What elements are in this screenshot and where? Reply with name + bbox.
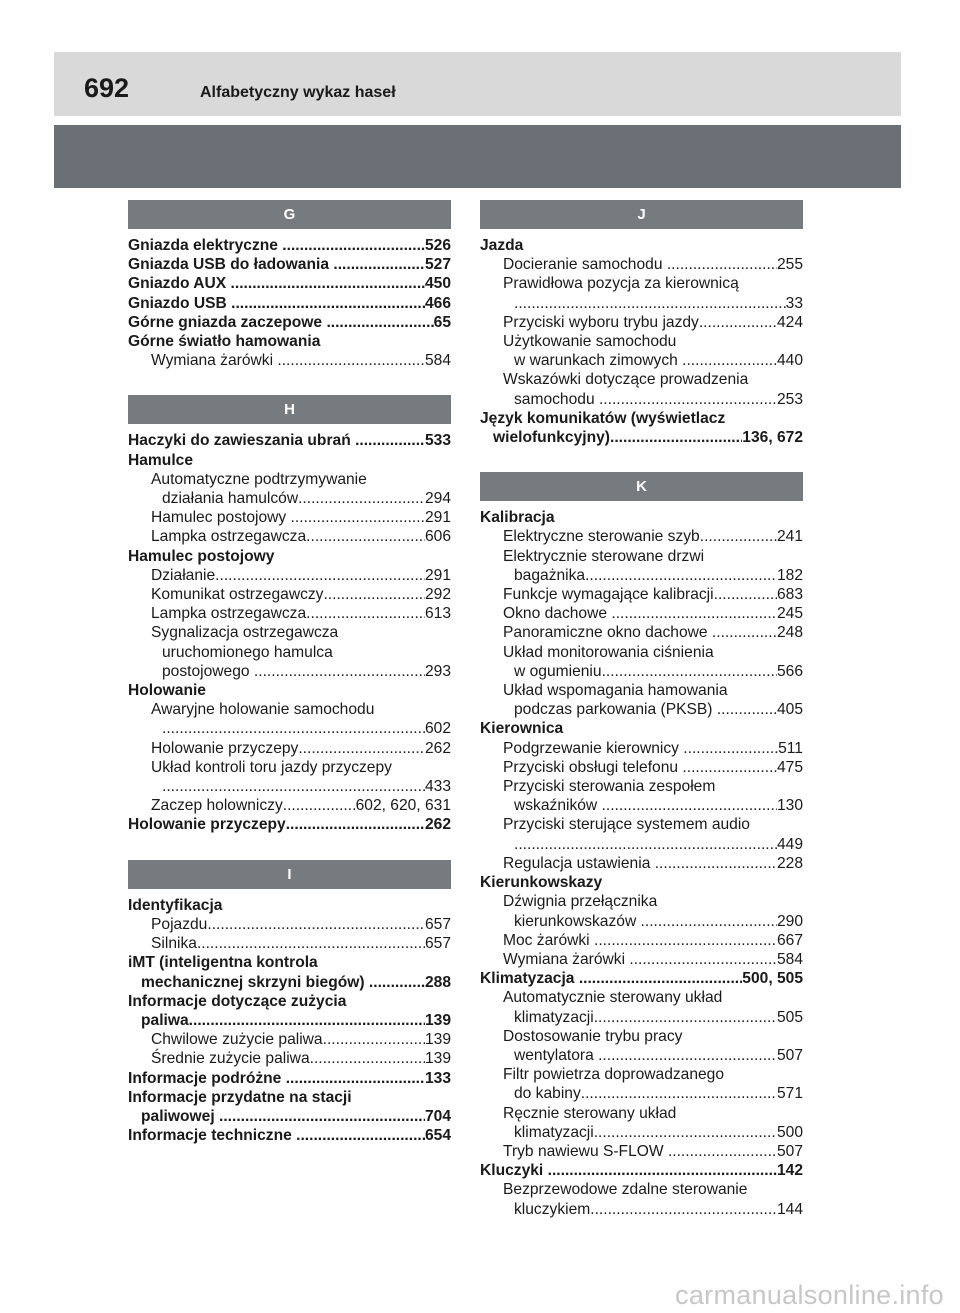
index-subentry: wskaźników ..... 130: [480, 796, 803, 815]
index-entry: Kierunkowskazy: [480, 874, 603, 892]
section-letter-j: J: [480, 200, 803, 229]
index-subentry: Zaczep holowniczy ..... 602, 620, 631: [128, 796, 451, 815]
index-subentry: Bezprzewodowe zdalne sterowanie: [503, 1181, 748, 1199]
index-entry-continued: paliwa ..... 139: [128, 1011, 451, 1030]
index-subentry: Komunikat ostrzegawczy ..... 292: [128, 585, 451, 604]
index-entry: Kierownica: [480, 720, 564, 738]
index-subentry: Przyciski sterowania zespołem: [503, 778, 716, 796]
index-entry: Gniazda USB do ładowania ..... 527: [128, 255, 451, 274]
index-subentry: Układ wspomagania hamowania: [503, 682, 728, 700]
index-subentry: Lampka ostrzegawcza ..... 606: [128, 527, 451, 546]
index-entry: Kalibracja: [480, 509, 555, 527]
index-subentry: do kabiny ..... 571: [480, 1084, 803, 1103]
index-subentry: Wymiana żarówki ..... 584: [128, 351, 451, 370]
index-subentry: Dźwignia przełącznika: [503, 893, 658, 911]
index-entry: Informacje przydatne na stacji: [128, 1088, 352, 1106]
index-subentry: Tryb nawiewu S-FLOW ..... 507: [480, 1142, 803, 1161]
index-entry: Gniazdo AUX ..... 450: [128, 274, 451, 293]
index-entry: Informacje techniczne ..... 654: [128, 1126, 451, 1145]
index-subentry: ..... 449: [480, 835, 803, 854]
index-entry: Górne gniazda zaczepowe ..... 65: [128, 313, 451, 332]
index-entry: Hamulce: [128, 451, 194, 469]
index-entry: Identyfikacja: [128, 896, 223, 914]
index-column-right: [480, 200, 803, 1219]
watermark: carmanualsonline.info: [675, 1280, 944, 1310]
index-subentry: Regulacja ustawienia ..... 228: [480, 854, 803, 873]
section-letter-h: H: [128, 395, 451, 424]
index-subentry: Dostosowanie trybu pracy: [503, 1027, 683, 1045]
index-entry: Górne światło hamowania: [128, 333, 321, 351]
index-subentry: Wskazówki dotyczące prowadzenia: [503, 371, 749, 389]
index-subentry: klimatyzacji ..... 505: [480, 1008, 803, 1027]
index-entry-continued: mechanicznej skrzyni biegów) ..... 288: [128, 973, 451, 992]
index-entry: Język komunikatów (wyświetlacz: [480, 409, 726, 427]
index-subentry: postojowego ..... 293: [128, 662, 451, 681]
index-entry: Kluczyki ..... 142: [480, 1161, 803, 1180]
index-entry: Gniazda elektryczne ..... 526: [128, 236, 451, 255]
page-number: 692: [84, 73, 130, 103]
index-subentry: Sygnalizacja ostrzegawcza: [151, 624, 339, 642]
index-subentry: klimatyzacji ..... 500: [480, 1123, 803, 1142]
index-entry: Klimatyzacja ..... 500, 505: [480, 969, 803, 988]
index-entry: Jazda: [480, 237, 524, 254]
index-entry: Gniazdo USB ..... 466: [128, 294, 451, 313]
index-subentry: Układ monitorowania ciśnienia: [503, 643, 714, 661]
index-subentry: Użytkowanie samochodu: [503, 333, 677, 351]
index-subentry: Panoramiczne okno dachowe ..... 248: [480, 623, 803, 642]
index-entry-continued: paliwowej ..... 704: [128, 1107, 451, 1126]
index-subentry: Średnie zużycie paliwa ..... 139: [128, 1049, 451, 1068]
index-entry: Haczyki do zawieszania ubrań ..... 533: [128, 431, 451, 450]
index-entry: Informacje podróżne ..... 133: [128, 1069, 451, 1088]
index-entry: iMT (inteligentna kontrola: [128, 954, 318, 972]
index-subentry: Filtr powietrza doprowadzanego: [503, 1066, 725, 1084]
index-entry: Holowanie przyczepy ..... 262: [128, 815, 451, 834]
index-subentry: Holowanie przyczepy ..... 262: [128, 739, 451, 758]
index-subentry: Funkcje wymagające kalibracji ..... 683: [480, 585, 803, 604]
index-column-left: [128, 200, 451, 1145]
index-subentry: Ręcznie sterowany układ: [503, 1104, 677, 1122]
index-subentry: Działanie ..... 291: [128, 566, 451, 585]
index-subentry: Elektryczne sterowanie szyb ..... 241: [480, 527, 803, 546]
index-subentry: Docieranie samochodu ..... 255: [480, 255, 803, 274]
index-subentry: wentylatora ..... 507: [480, 1046, 803, 1065]
index-subentry: samochodu ..... 253: [480, 390, 803, 409]
index-entry: Hamulec postojowy: [128, 547, 275, 565]
index-subentry: Moc żarówki ..... 667: [480, 931, 803, 950]
index-subentry: Przyciski obsługi telefonu ..... 475: [480, 758, 803, 777]
index-subentry: podczas parkowania (PKSB) ..... 405: [480, 700, 803, 719]
index-subentry: bagażnika ..... 182: [480, 566, 803, 585]
index-subentry: w warunkach zimowych ..... 440: [480, 351, 803, 370]
index-subentry: Hamulec postojowy ..... 291: [128, 508, 451, 527]
index-subentry: ..... 433: [128, 777, 451, 796]
index-subentry: Prawidłowa pozycja za kierownicą: [503, 275, 739, 293]
index-subentry: kierunkowskazów ..... 290: [480, 912, 803, 931]
page-title: Alfabetyczny wykaz haseł: [200, 84, 396, 101]
index-subentry: ..... 33: [480, 294, 803, 313]
section-letter-g: G: [128, 200, 451, 229]
index-subentry: ..... 602: [128, 719, 451, 738]
index-entry: Holowanie: [128, 682, 206, 700]
index-subentry: Automatycznie sterowany układ: [503, 989, 723, 1007]
index-entry: Informacje dotyczące zużycia: [128, 992, 347, 1010]
index-subentry: Układ kontroli toru jazdy przyczepy: [151, 758, 392, 776]
index-subentry: Chwilowe zużycie paliwa ..... 139: [128, 1030, 451, 1049]
section-banner: [54, 125, 901, 188]
index-subentry: w ogumieniu ..... 566: [480, 662, 803, 681]
index-subentry: Podgrzewanie kierownicy ..... 511: [480, 739, 803, 758]
index-subentry: Okno dachowe ..... 245: [480, 604, 803, 623]
index-subentry: Automatyczne podtrzymywanie: [151, 470, 367, 488]
section-letter-i: I: [128, 860, 451, 889]
index-subentry: Wymiana żarówki ..... 584: [480, 950, 803, 969]
index-subentry: uruchomionego hamulca: [162, 643, 333, 661]
index-subentry: Silnika ..... 657: [128, 934, 451, 953]
index-subentry: Pojazdu ..... 657: [128, 915, 451, 934]
index-subentry: Przyciski wyboru trybu jazdy ..... 424: [480, 313, 803, 332]
index-subentry: Awaryjne holowanie samochodu: [151, 701, 375, 719]
index-subentry: kluczykiem ..... 144: [480, 1200, 803, 1219]
index-subentry: Elektrycznie sterowane drzwi: [503, 547, 705, 565]
index-subentry: Przyciski sterujące systemem audio: [503, 816, 750, 834]
index-entry-continued: wielofunkcyjny) ..... 136, 672: [480, 428, 803, 447]
section-letter-k: K: [480, 472, 803, 501]
index-subentry: działania hamulców ..... 294: [128, 489, 451, 508]
page-header: [54, 52, 901, 116]
index-subentry: Lampka ostrzegawcza ..... 613: [128, 604, 451, 623]
